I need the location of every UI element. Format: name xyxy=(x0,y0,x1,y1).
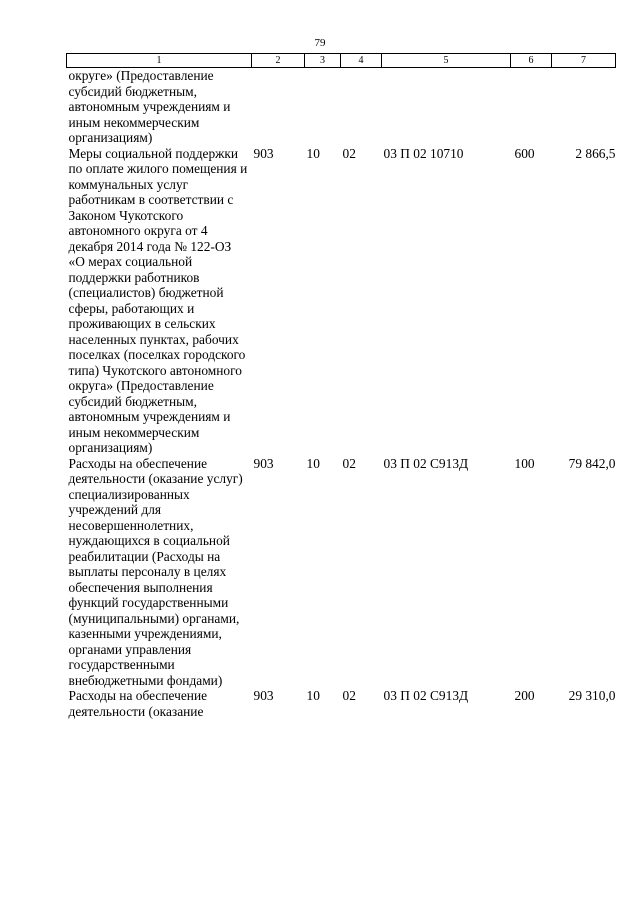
row-section: 10 xyxy=(306,145,320,161)
column-header-7: 7 xyxy=(552,54,616,68)
table-header xyxy=(67,54,616,68)
row-target-article: 03 П 02 10710 xyxy=(383,145,464,161)
row-subsection: 02 xyxy=(342,455,356,471)
row-ministry-code: 903 xyxy=(253,145,274,161)
page-number: 79 xyxy=(314,37,326,49)
row-section: 10 xyxy=(306,688,320,703)
table-body xyxy=(67,68,616,720)
table-row xyxy=(67,688,616,719)
row-expense-type: 600 xyxy=(514,145,535,161)
row-description: Расходы на обеспечение деятельности (оказание xyxy=(68,688,208,719)
row-amount: 79 842,0 xyxy=(568,455,616,471)
row-description: Меры социальной поддержки по оплате жилого помещения и коммунальных услуг работникам в соответствии с Законом Чукотского автономного округа от 4 декабря 2014 года № 122-ОЗ «О мерах социальной поддержки работников (специалистов) бюджетной сферы, работающих и проживающих в сельских населенных пунктах, рабочих поселках (поселках городского типа) Чукотского автономного округа» (Предоставление субсидий бюджетным, автономным учреждениям и иным некоммерческим организациям) xyxy=(68,145,248,455)
column-header-5: 5 xyxy=(382,54,511,68)
row-target-article: 03 П 02 С913Д xyxy=(383,688,469,703)
row-amount: 2 866,5 xyxy=(575,145,616,161)
row-section: 10 xyxy=(306,455,320,471)
column-header-6: 6 xyxy=(511,54,552,68)
row-ministry-code: 903 xyxy=(253,455,274,471)
row-expense-type: 200 xyxy=(514,688,535,703)
budget-table xyxy=(66,53,616,719)
row-expense-type: 100 xyxy=(514,455,535,471)
row-target-article xyxy=(382,68,511,146)
row-subsection: 02 xyxy=(342,688,356,703)
header-row xyxy=(67,54,616,68)
row-section xyxy=(305,68,341,146)
row-expense-type xyxy=(511,68,552,146)
row-ministry-code: 903 xyxy=(253,688,274,703)
row-target-article: 03 П 02 С913Д xyxy=(383,455,469,471)
row-description: округе» (Предоставление субсидий бюджетным, автономным учреждениям и иным некоммерческим организациям) xyxy=(68,68,231,145)
column-header-4: 4 xyxy=(341,54,382,68)
table-row xyxy=(67,146,616,456)
column-header-2: 2 xyxy=(252,54,305,68)
column-header-3: 3 xyxy=(305,54,341,68)
row-amount: 29 310,0 xyxy=(568,688,616,703)
table-row xyxy=(67,68,616,146)
row-description: Расходы на обеспечение деятельности (оказание услуг) специализированных учреждений для несовершеннолетних, нуждающихся в социальной реабилитации (Расходы на выплаты персоналу в целях обеспечения выполнения функций государственными (муниципальными) органами, казенными учреждениями, органами управления государственными внебюджетными фондами) xyxy=(68,455,243,688)
column-header-1: 1 xyxy=(67,54,252,68)
table-row xyxy=(67,456,616,689)
row-amount xyxy=(552,68,616,146)
row-subsection: 02 xyxy=(342,145,356,161)
row-ministry-code xyxy=(252,68,305,146)
row-subsection xyxy=(341,68,382,146)
